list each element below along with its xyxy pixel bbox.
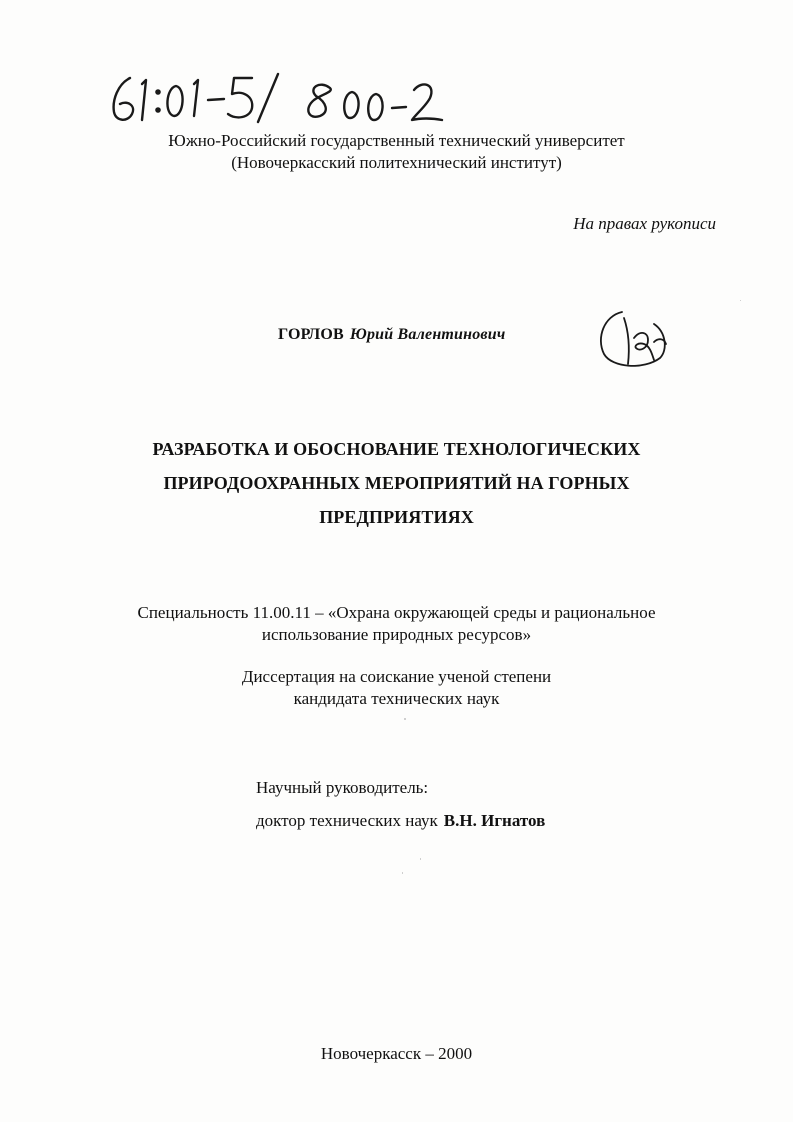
handwritten-archive-number <box>108 70 468 130</box>
specialty-block <box>0 602 793 646</box>
author-name <box>278 326 505 344</box>
specialty-line-2: использование природных ресурсов» <box>261 625 532 644</box>
specialty-line-1: Специальность 11.00.11 – «Охрана окружающей среды и рациональное <box>137 603 656 622</box>
degree-line-2: кандидата технических наук <box>293 689 500 708</box>
manuscript-rights-note: На правах рукописи <box>573 214 716 233</box>
author-given-names: Юрий Валентинович <box>349 326 506 343</box>
supervisor-degree: доктор технических наук <box>256 811 438 830</box>
title-line-3: ПРЕДПРИЯТИЯХ <box>319 507 474 527</box>
degree-line-1: Диссертация на соискание ученой степени <box>241 667 552 686</box>
institution-name: Южно-Российский государственный технический университет <box>168 131 625 150</box>
supervisor-label: Научный руководитель: <box>256 778 429 797</box>
author-signature <box>594 302 674 372</box>
dissertation-title <box>0 432 793 534</box>
author-surname: ГОРЛОВ <box>278 326 344 343</box>
title-line-2: ПРИРОДООХРАННЫХ МЕРОПРИЯТИЙ НА ГОРНЫХ <box>163 473 630 493</box>
scan-speck <box>740 300 741 301</box>
scan-speck <box>402 872 403 874</box>
institution-former-name: (Новочеркасский политехнический институт) <box>231 153 562 172</box>
scan-speck <box>404 718 406 720</box>
institution-block <box>0 130 793 174</box>
place-and-year: Новочеркасск – 2000 <box>320 1044 473 1063</box>
supervisor-line <box>256 811 545 831</box>
supervisor-name: В.Н. Игнатов <box>443 811 546 830</box>
degree-block <box>0 666 793 710</box>
signature-drawing <box>594 302 674 372</box>
scan-speck <box>420 858 421 860</box>
handwritten-archive-number-drawing <box>108 70 468 130</box>
title-line-1: РАЗРАБОТКА И ОБОСНОВАНИЕ ТЕХНОЛОГИЧЕСКИХ <box>152 439 641 459</box>
